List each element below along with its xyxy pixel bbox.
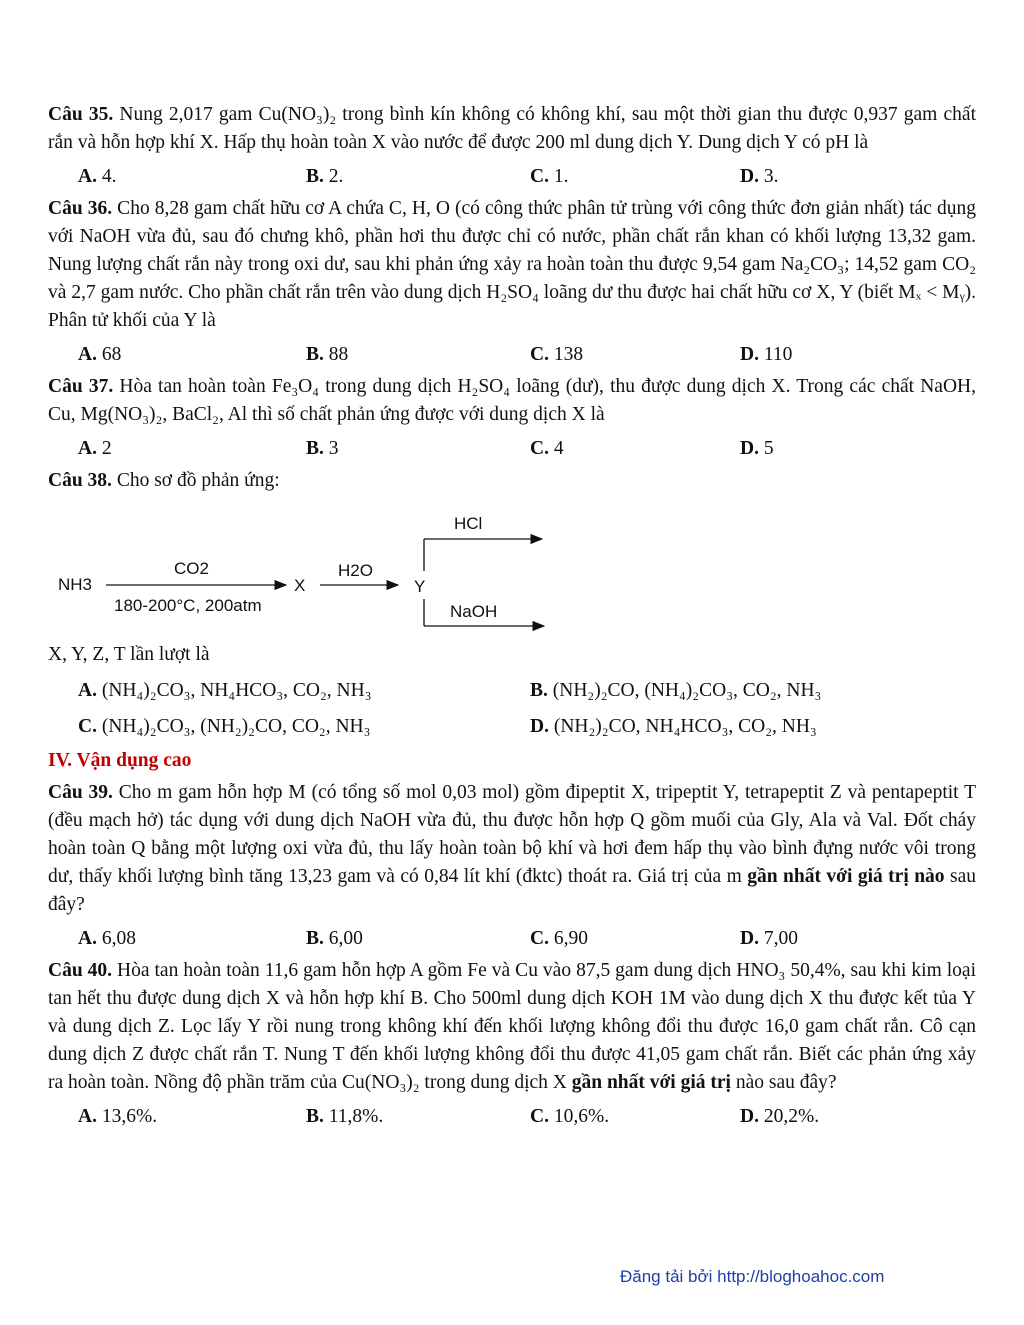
question-text: Cho sơ đồ phản ứng: <box>111 470 280 491</box>
option-b: B. 2. <box>306 166 344 187</box>
options-40 <box>48 1101 976 1135</box>
option-a: A. (NH₄)₂CO₃, NH₄HCO₃, CO₂, NH₃ <box>78 680 372 701</box>
option-c: C. (NH₄)₂CO₃, (NH₂)₂CO, CO₂, NH₃ <box>78 716 371 737</box>
question-35 <box>48 101 976 157</box>
section-heading: IV. Vận dụng cao <box>48 750 192 771</box>
question-37 <box>48 373 976 429</box>
option-c: C. 1. <box>530 166 569 187</box>
option-d: D. 3. <box>740 166 779 187</box>
question-label: Câu 36. <box>48 198 113 219</box>
option-b: B. (NH₂)₂CO, (NH₄)₂CO₃, CO₂, NH₃ <box>530 680 822 701</box>
emphasis: gần nhất với giá trị <box>571 1072 731 1093</box>
option-d: D. 7,00 <box>740 928 798 949</box>
option-a: A. 68 <box>78 344 122 365</box>
option-c: C. 4 <box>530 438 564 459</box>
option-b: B. 3 <box>306 438 339 459</box>
question-label: Câu 37. <box>48 376 114 397</box>
option-c: C. 6,90 <box>530 928 588 949</box>
options-35 <box>48 161 976 195</box>
options-38-row-1 <box>48 673 976 709</box>
scheme-condition-1: 180-200°C, 200atm <box>114 596 262 615</box>
scheme-product-x: X <box>294 576 306 595</box>
question-text: Cho 8,28 gam chất hữu cơ A chứa C, H, O (có công thức phân tử trùng với công thức đơn giản nhất) tác dụng với NaOH vừa đủ, sau đó chưng khô, phần hơi thu được chỉ có nước, phần chất rắn khan có khối lượng 13,32 gam. Nung lượng chất rắn này trong oxi dư, sau khi phản ứng xảy ra hoàn toàn thu được 9,54 gam Na₂CO₃; 14,52 gam CO₂ và 2,7 gam nước. Cho phần chất rắn trên vào dung dịch H₂SO₄ loãng dư thu được hai chất hữu cơ X, Y (biết Mₓ < Mᵧ). Phân tử khối của Y là <box>48 198 976 331</box>
question-label: Câu 35. <box>48 104 114 125</box>
option-a: A. 6,08 <box>78 928 136 949</box>
scheme-branch-hcl: HCl <box>454 514 483 533</box>
scheme-start: NH3 <box>58 575 93 594</box>
question-label: Câu 38. <box>48 470 112 491</box>
options-37 <box>48 433 976 467</box>
option-d: D. (NH₂)₂CO, NH₄HCO₃, CO₂, NH₃ <box>530 716 817 737</box>
options-39 <box>48 923 976 957</box>
option-a: A. 4. <box>78 166 117 187</box>
option-d: D. 5 <box>740 438 774 459</box>
option-c: C. 138 <box>530 344 584 365</box>
footer-link[interactable]: Đăng tải bởi http://bloghoahoc.com <box>620 1267 885 1286</box>
scheme-product-y: Y <box>414 577 426 596</box>
options-36 <box>48 339 976 373</box>
reaction-scheme <box>48 499 976 641</box>
question-38 <box>48 467 976 495</box>
options-38-row-2 <box>48 709 976 745</box>
question-label: Câu 40. <box>48 960 113 981</box>
scheme-reagent-1: CO2 <box>174 559 209 578</box>
option-b: B. 88 <box>306 344 349 365</box>
option-a: A. 13,6%. <box>78 1106 158 1127</box>
question-39: Câu 39. Cho m gam hỗn hợp M (có tổng số mol 0,03 mol) gồm đipeptit X, tripeptit Y, tetrapeptit Z và pentapeptit T (đều mạch hở) tác dụng với dung dịch NaOH vừa đủ, thu được hỗn hợp Q gồm muối của Gly, Ala và Val. Đốt cháy hoàn toàn Q bằng một lượng oxi vừa đủ, thu lấy hoàn toàn bộ khí và hơi đem hấp thụ vào bình đựng nước vôi trong dư, thấy khối lượng bình tăng 13,23 gam và có 0,84 lít khí (đktc) thoát ra. Giá trị của m gần nhất với giá trị nào sau đây? <box>48 782 976 915</box>
emphasis: gần nhất với giá trị nào <box>747 866 945 887</box>
question-text: Nung 2,017 gam Cu(NO₃)₂ trong bình kín không có không khí, sau một thời gian thu được 0,937 gam chất rắn và hỗn hợp khí X. Hấp thụ hoàn toàn X vào nước để được 200 ml dung dịch Y. Dung dịch Y có pH là <box>48 104 976 153</box>
option-d: D. 110 <box>740 344 793 365</box>
option-a: A. 2 <box>78 438 112 459</box>
question-text: Hòa tan hoàn toàn Fe₃O₄ trong dung dịch H₂SO₄ loãng (dư), thu được dung dịch X. Trong các chất NaOH, Cu, Mg(NO₃)₂, BaCl₂, Al thì số chất phản ứng được với dung dịch X là <box>48 376 976 425</box>
option-b: B. 6,00 <box>306 928 363 949</box>
option-b: B. 11,8%. <box>306 1106 384 1127</box>
scheme-branch-naoh: NaOH <box>450 602 498 621</box>
question-36 <box>48 195 976 335</box>
option-d: D. 20,2%. <box>740 1106 820 1127</box>
scheme-reagent-2: H2O <box>338 561 373 580</box>
option-c: C. 10,6%. <box>530 1106 610 1127</box>
question-40: Câu 40. Hòa tan hoàn toàn 11,6 gam hỗn hợp A gồm Fe và Cu vào 87,5 gam dung dịch HNO₃ 50,4%, sau khi kim loại tan hết thu được dung dịch X và hỗn hợp khí B. Cho 500ml dung dịch KOH 1M vào dung dịch X thu được kết tủa Y và dung dịch Z. Lọc lấy Y rồi nung trong không khí đến khối lượng không đổi thu được 16,0 gam chất rắn. Cô cạn dung dịch Z được chất rắn T. Nung T đến khối lượng không đổi thu được 41,05 gam chất rắn. Biết các phản ứng xảy ra hoàn toàn. Nồng độ phần trăm của Cu(NO₃)₂ trong dung dịch X gần nhất với giá trị nào sau đây? <box>48 960 976 1093</box>
content-area <box>48 101 976 1135</box>
question-38-prompt: X, Y, Z, T lần lượt là <box>48 644 210 665</box>
question-label: Câu 39. <box>48 782 113 803</box>
